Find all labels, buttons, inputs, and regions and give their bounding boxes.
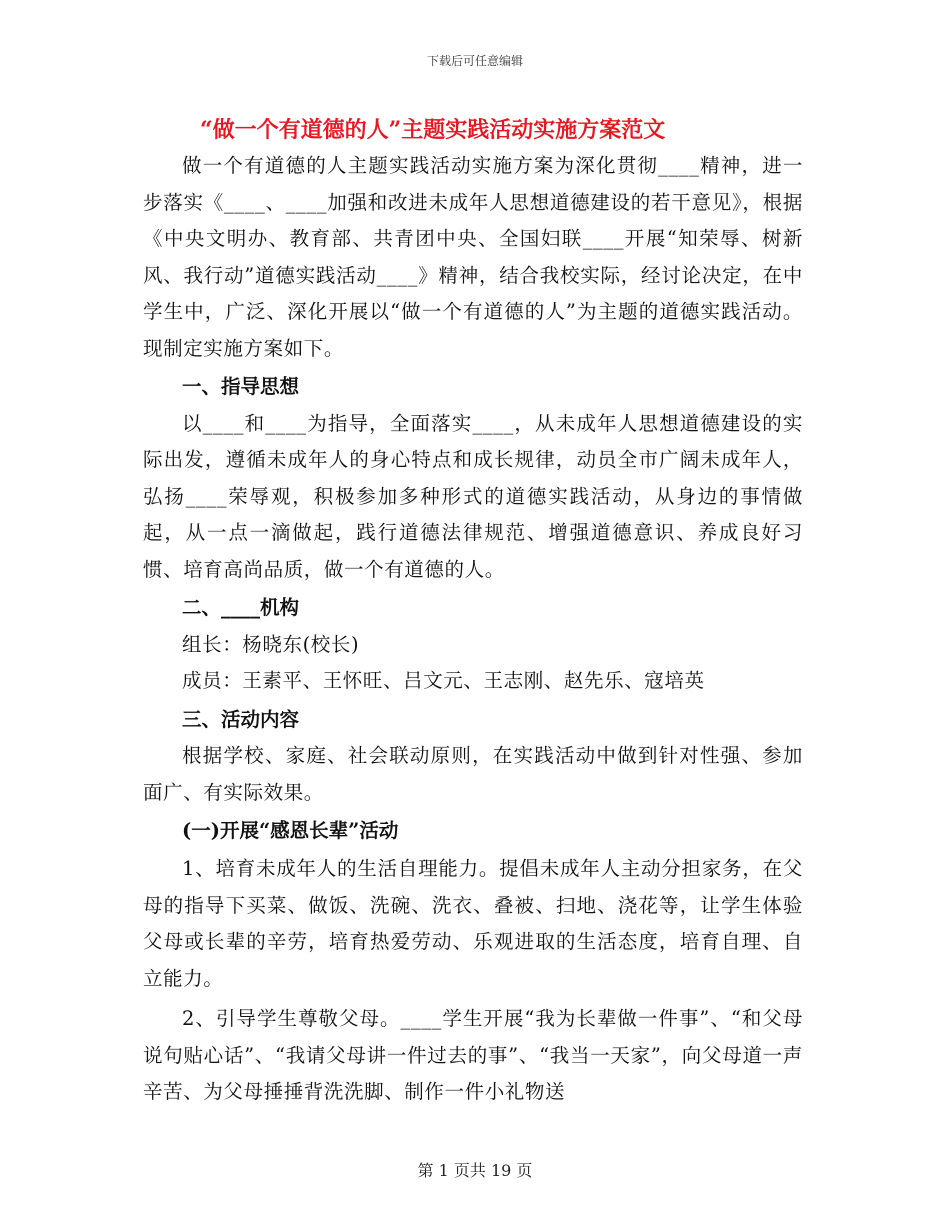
section-body-activity-content: 根据学校、家庭、社会联动原则，在实践活动中做到针对性强、参加面广、有实际效果。 (143, 744, 803, 804)
organization-leader: 组长：杨晓东(校长) (182, 632, 360, 656)
subsection-heading-gratitude: (一)开展“感恩长辈”活动 (182, 819, 399, 842)
section-heading-guiding-ideology: 一、指导思想 (182, 375, 300, 398)
header-note: 下载后可任意编辑 (426, 54, 523, 68)
list-item-respect-parents: 2、引导学生尊敬父母。____学生开展“我为长辈做一件事”、“和父母说句贴心话”、“我请父母讲一件过去的事”、“我当一天家”，向父母道一声辛苦、为父母捶捶背洗洗脚、制作一件小礼物送 (143, 1007, 803, 1103)
section-body-guiding-ideology: 以____和____为指导，全面落实____，从未成年人思想道德建设的实际出发，遵循未成年人的身心特点和成长规律，动员全市广阔未成年人，弘扬____荣辱观，积极参加多种形式的道德实践活动，从身边的事情做起，从一点一滴做起，践行道德法律规范、增强道德意识、养成良好习惯、培育高尚品质，做一个有道德的人。 (143, 411, 803, 581)
document-body (143, 148, 803, 1111)
document-title: “做一个有道德的人”主题实践活动实施方案范文 (200, 117, 666, 143)
intro-paragraph: 做一个有道德的人主题实践活动实施方案为深化贯彻____精神，进一步落实《____、____加强和改进未成年人思想道德建设的若干意见》，根据《中央文明办、教育部、共青团中央、全国妇联____开展“知荣辱、树新风、我行动”道德实践活动____》精神，结合我校实际，经讨论决定，在中学生中，广泛、深化开展以“做一个有道德的人”为主题的道德实践活动。现制定实施方案如下。 (143, 154, 803, 360)
page-number: 第 1 页共 19 页 (417, 1161, 533, 1180)
list-item-self-care: 1、培育未成年人的生活自理能力。提倡未成年人主动分担家务，在父母的指导下买菜、做饭、洗碗、洗衣、叠被、扫地、浇花等，让学生体验父母或长辈的辛劳，培育热爱劳动、乐观进取的生活态度，培育自理、自立能力。 (143, 857, 803, 990)
section-heading-activity-content: 三、活动内容 (182, 707, 300, 731)
section-heading-organization: 二、____机构 (182, 596, 300, 619)
organization-members: 成员：王素平、王怀旺、吕文元、王志刚、赵先乐、寇培英 (182, 669, 705, 692)
